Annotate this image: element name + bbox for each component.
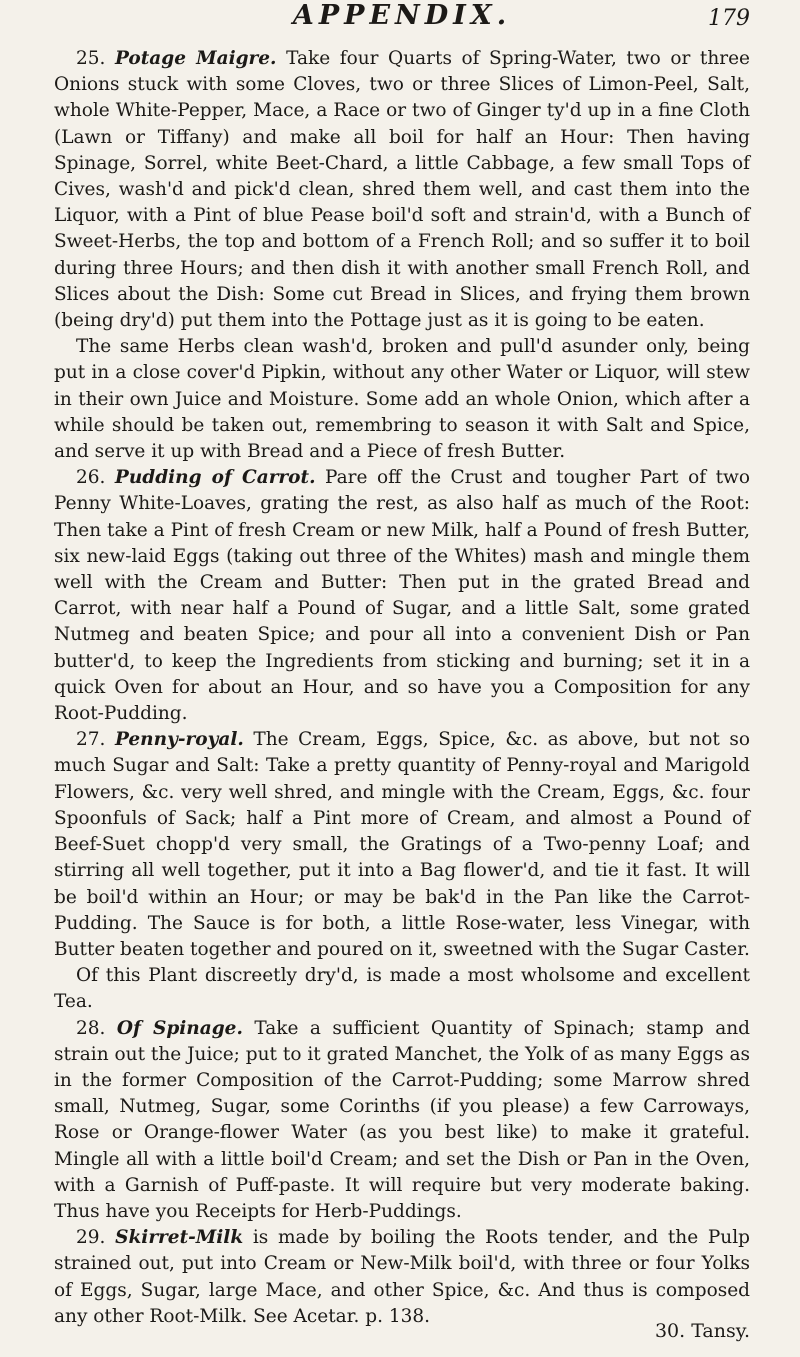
recipe-25: 25. Potage Maigre. Take four Quarts of Spring-Water, two or three Onions stuck with some Cloves, two or three Slices of Limon-Peel, Salt, whole White-Pepper, Mace, a Race or two of Ginger ty'd up in a fine Cloth (Lawn or Tiffany) and make all boil for half an Hour: Then having Spinage, Sorrel, white Beet-Chard, a little Cabbage, a few small Tops of Cives, wash'd and pick'd clean, shred them well, and cast them into the Liquor, with a Pint of blue Pease boil'd soft and strain'd, with a Bunch of Sweet-Herbs, the top and bottom of a French Roll; and so suffer it to boil during three Hours; and then dish it with another small French Roll, and Slices about the Dish: Some cut Bread in Slices, and frying them brown (being dry'd) put them into the Pottage just as it is going to be eaten. (54, 48, 751, 332)
recipe-text: The Cream, Eggs, Spice, &c. as above, but not so much Sugar and Salt: Take a pretty quantity of Penny-royal and Marigold Flowers, &c. very well shred, and mingle with the Cream, Eggs, &c. four Spoonfuls of Sack; half a Pint more of Cream, and almost a Pound of Beef-Suet chopp'd very small, the Gratings of a Two-penny Loaf; and stirring all well together, put it into a Bag flower'd, and tie it fast. It will be boil'd within an Hour; or may be bak'd in the Pan like the Carrot-Pudding. The Sauce is for both, a little Rose-water, less Vinegar, with Butter beaten together and poured on it, sweetned with the Sugar Caster. (54, 729, 750, 960)
recipe-title: Of Spinage. (116, 1017, 243, 1039)
recipe-29: 29. Skirret-Milk is made by boiling the Roots tender, and the Pulp strained out, put into Cream or New-Milk boil'd, with three or four Yolks of Eggs, Sugar, large Mace, and other Spice, &c. And thus is composed any other Root-Milk. See Acetar. p. 138. (54, 1227, 750, 1327)
recipe-27: 27. Penny-royal. The Cream, Eggs, Spice, &c. as above, but not so much Sugar and Salt: Take a pretty quantity of Penny-royal and Marigold Flowers, &c. very well shred, and mingle with the Cream, Eggs, &c. four Spoonfuls of Sack; half a Pint more of Cream, and almost a Pound of Beef-Suet chopp'd very small, the Gratings of a Two-penny Loaf; and stirring all well together, put it into a Bag flower'd, and tie it fast. It will be boil'd within an Hour; or may be bak'd in the Pan like the Carrot-Pudding. The Sauce is for both, a little Rose-water, less Vinegar, with Butter beaten together and poured on it, sweetned with the Sugar Caster. (54, 729, 750, 960)
paragraph-herbs (54, 334, 750, 465)
body-text (54, 46, 750, 1330)
paragraph-text: The same Herbs clean wash'd, broken and pull'd asunder only, being put in a close cover'd Pipkin, without any other Water or Liquor, will stew in their own Juice and Moisture. Some add an whole Onion, which after a while should be taken out, remembring to season it with Salt and Spice, and serve it up with Bread and a Piece of fresh Butter. (54, 336, 750, 463)
paragraph-tea (54, 963, 750, 1015)
recipe-26: 26. Pudding of Carrot. Pare off the Crust and tougher Part of two Penny White-Loaves, grating the rest, as also half as much of the Root: Then take a Pint of fresh Cream or new Milk, half a Pound of fresh Butter, six new-laid Eggs (taking out three of the Whites) mash and mingle them well with the Cream and Butter: Then put in the grated Bread and Carrot, with near half a Pound of Sugar, and a little Salt, some grated Nutmeg and beaten Spice; and pour all into a convenient Dish or Pan butter'd, to keep the Ingredients from sticking and burning; set it in a quick Oven for about an Hour, and so have you a Composition for any Root-Pudding. (54, 467, 750, 725)
recipe-text: Take four Quarts of Spring-Water, two or three Onions stuck with some Cloves, two or three Slices of Limon-Peel, Salt, whole White-Pepper, Mace, a Race or two of Ginger ty'd up in a fine Cloth (Lawn or Tiffany) and make all boil for half an Hour: Then having Spinage, Sorrel, white Beet-Chard, a little Cabbage, a few small Tops of Cives, wash'd and pick'd clean, shred them well, and cast them into the Liquor, with a Pint of blue Pease boil'd soft and strain'd, with a Bunch of Sweet-Herbs, the top and bottom of a French Roll; and so suffer it to boil during three Hours; and then dish it with another small French Roll, and Slices about the Dish: Some cut Bread in Slices, and frying them brown (being dry'd) put them into the Pottage just as it is going to be eaten. (54, 48, 751, 332)
page-number: 179 (708, 6, 750, 31)
recipe-28: 28. Of Spinage. Take a sufficient Quantity of Spinach; stamp and strain out the Juice; put to it grated Manchet, the Yolk of as many Eggs as in the former Composition of the Carrot-Pudding; some Marrow shred small, Nutmeg, Sugar, some Corinths (if you please) a few Carroways, Rose or Orange-flower Water (as you best like) to make it grateful. Mingle all with a little boil'd Cream; and set the Dish or Pan in the Oven, with a Garnish of Puff-paste. It will require but very moderate baking. Thus have you Receipts for Herb-Puddings. (54, 1017, 750, 1222)
recipe-text: Pare off the Crust and tougher Part of two Penny White-Loaves, grating the rest, as also half as much of the Root: Then take a Pint of fresh Cream or new Milk, half a Pound of fresh Butter, six new-laid Eggs (taking out three of the Whites) mash and mingle them well with the Cream and Butter: Then put in the grated Bread and Carrot, with near half a Pound of Sugar, and a little Salt, some grated Nutmeg and beaten Spice; and pour all into a convenient Dish or Pan butter'd, to keep the Ingredients from sticking and burning; set it in a quick Oven for about an Hour, and so have you a Composition for any Root-Pudding. (54, 467, 750, 725)
paragraph-text: Of this Plant discreetly dry'd, is made a most wholsome and excellent Tea. (54, 965, 750, 1013)
recipe-title: Penny-royal. (114, 729, 244, 751)
recipe-title: Pudding of Carrot. (114, 467, 316, 489)
running-head (54, 0, 750, 46)
recipe-title: Skirret-Milk (115, 1227, 244, 1249)
recipe-text: is made by boiling the Roots tender, and the Pulp strained out, put into Cream or New-Milk boil'd, with three or four Yolks of Eggs, Sugar, large Mace, and other Spice, &c. And thus is composed any other Root-Milk. See Acetar. p. 138. (54, 1227, 750, 1327)
running-title: APPENDIX. (292, 0, 512, 31)
recipe-text: Take a sufficient Quantity of Spinach; stamp and strain out the Juice; put to it grated Manchet, the Yolk of as many Eggs as in the former Composition of the Carrot-Pudding; some Marrow shred small, Nutmeg, Sugar, some Corinths (if you please) a few Carroways, Rose or Orange-flower Water (as you best like) to make it grateful. Mingle all with a little boil'd Cream; and set the Dish or Pan in the Oven, with a Garnish of Puff-paste. It will require but very moderate baking. Thus have you Receipts for Herb-Puddings. (54, 1017, 750, 1222)
catchword: 30. Tansy. (654, 1320, 750, 1342)
recipe-title: Potage Maigre. (115, 48, 277, 69)
